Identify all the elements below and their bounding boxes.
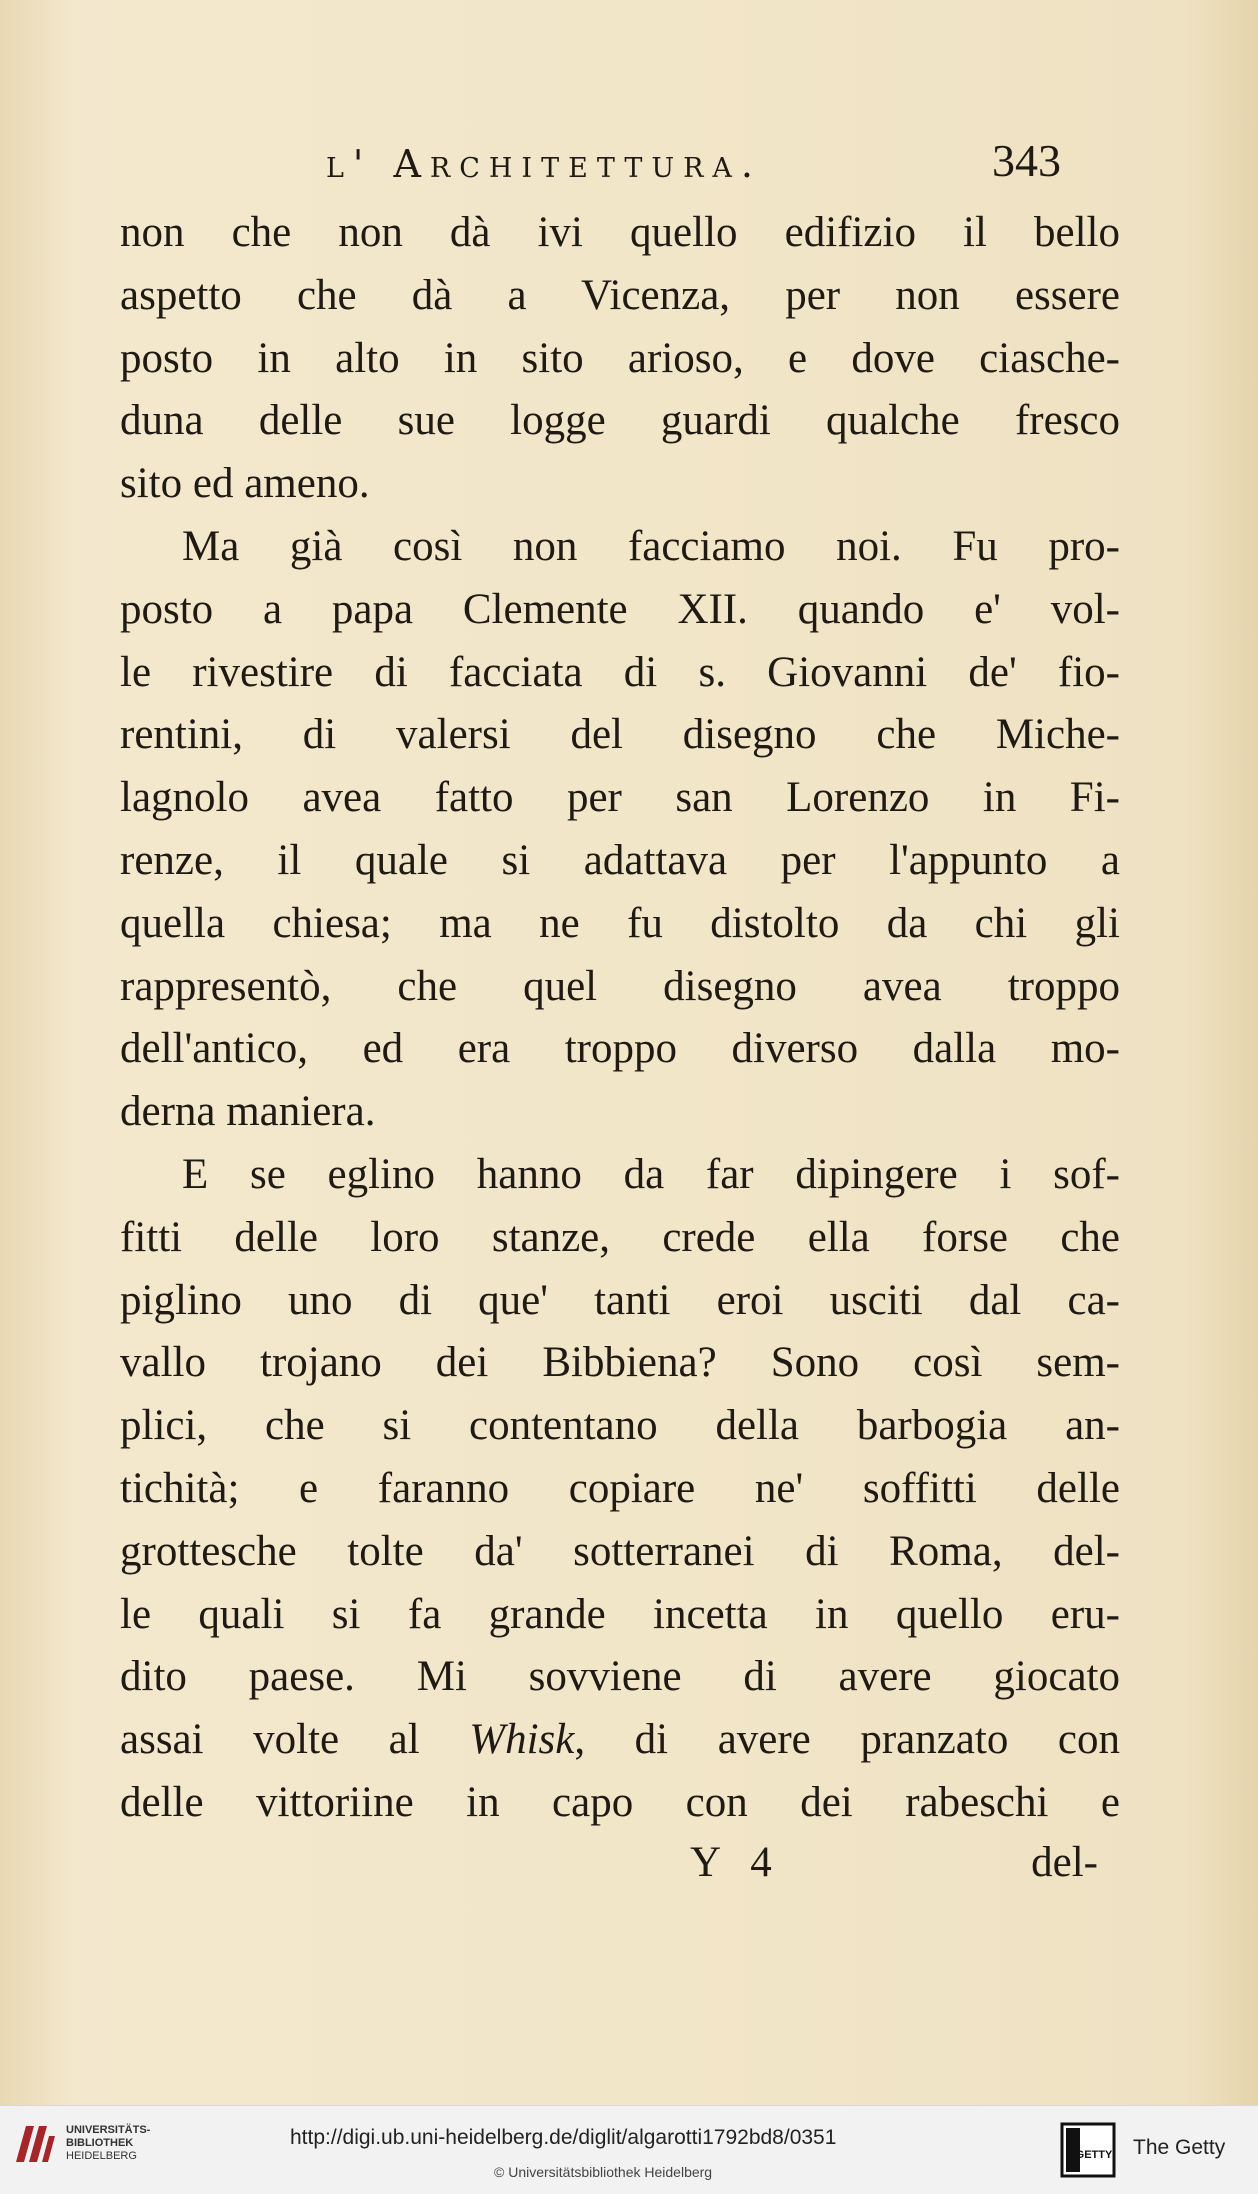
text-line: quella chiesa; ma ne fu distolto da chi gli: [120, 899, 1120, 947]
text-line: dito paese. Mi sovviene di avere giocato: [120, 1653, 1120, 1701]
page-number: 343: [992, 135, 1061, 186]
text-line: delle vittoriine in capo con dei rabeschi e: [120, 1778, 1120, 1826]
text-line: vallo trojano dei Bibbiena? Sono così sem-: [120, 1339, 1120, 1387]
getty-logo-text: GETTY: [1075, 2149, 1113, 2161]
library-name-line: BIBLIOTHEK: [66, 2137, 134, 2149]
text-line: E se eglino hanno da far dipingere i sof-: [182, 1150, 1120, 1198]
text-line: grottesche tolte da' sotterranei di Roma, del-: [120, 1527, 1120, 1575]
body-text: [120, 202, 1120, 1835]
text-line: renze, il quale si adattava per l'appunto a: [120, 836, 1120, 884]
text-line: le quali si fa grande incetta in quello eru-: [120, 1590, 1120, 1638]
whisk-after: , di avere pranzato con: [574, 1716, 1120, 1764]
text-line: fitti delle loro stanze, crede ella forse che: [120, 1213, 1120, 1261]
text-line: lagnolo avea fatto per san Lorenzo in Fi-: [120, 774, 1120, 822]
text-line: dell'antico, ed era troppo diverso dalla mo-: [120, 1025, 1120, 1073]
text-line: piglino uno di que' tanti eroi usciti dal ca-: [120, 1276, 1120, 1324]
library-name: [66, 2124, 150, 2163]
signature-line: [120, 1838, 1120, 1900]
text-line: le rivestire di facciata di s. Giovanni de' fio-: [120, 648, 1120, 696]
partner-name: The Getty: [1133, 2136, 1226, 2159]
text-line: rappresentò, che quel disegno avea troppo: [120, 962, 1120, 1010]
whisk-before: assai volte al: [120, 1716, 470, 1764]
text-line: non che non dà ivi quello edifizio il bello: [120, 209, 1120, 256]
text-line: duna delle sue logge guardi qualche fresco: [120, 397, 1120, 445]
catchword: del-: [1031, 1839, 1098, 1886]
text-line: tichità; e faranno copiare ne' soffitti delle: [120, 1464, 1120, 1512]
text-line: plici, che si contentano della barbogia an-: [120, 1402, 1120, 1450]
running-head: [300, 135, 1100, 198]
text-line: rentini, di valersi del disegno che Miche-: [120, 711, 1120, 759]
copyright-notice: © Universitätsbibliothek Heidelberg: [494, 2164, 713, 2180]
text-line: sito ed ameno.: [120, 460, 370, 508]
library-name-line: HEIDELBERG: [66, 2150, 137, 2162]
permalink-url[interactable]: http://digi.ub.uni-heidelberg.de/diglit/algarotti1792bd8/0351: [290, 2126, 837, 2149]
text-line: posto in alto in sito arioso, e dove ciasche-: [120, 334, 1120, 382]
text-line: derna maniera.: [120, 1088, 376, 1136]
signature-mark: Y 4: [690, 1839, 782, 1886]
getty-logo-icon: [1060, 2122, 1116, 2178]
university-library-logo-icon: [12, 2120, 58, 2166]
text-line-whisk: [120, 1709, 1120, 1772]
library-name-line: UNIVERSITÄTS-: [66, 2124, 151, 2136]
text-line: aspetto che dà a Vicenza, per non essere: [120, 271, 1120, 319]
footer-bar: [0, 2105, 1258, 2194]
whisk-italic: Whisk: [469, 1716, 575, 1764]
running-title: l' Architettura.: [326, 142, 762, 186]
text-line: posto a papa Clemente XII. quando e' vol-: [120, 585, 1120, 633]
text-line: Ma già così non facciamo noi. Fu pro-: [182, 522, 1120, 570]
